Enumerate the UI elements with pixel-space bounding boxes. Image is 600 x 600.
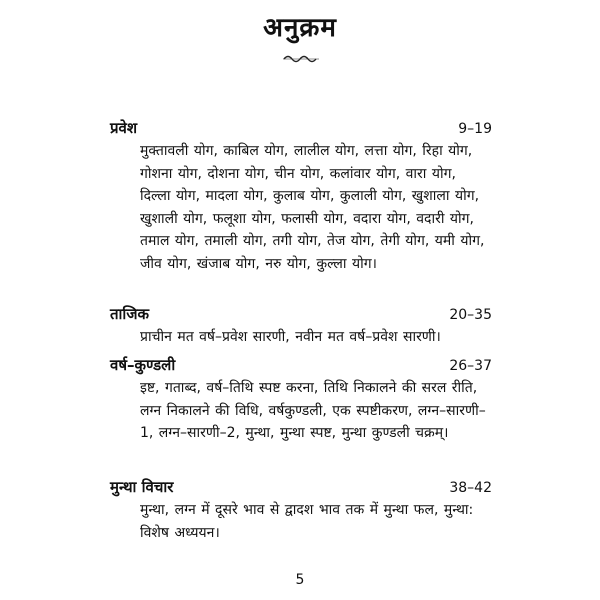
- page-number: 5: [295, 572, 305, 588]
- toc-section-body: इष्ट, गताब्द, वर्ष–तिथि स्पष्ट करना, तिथि निकालने की सरल रीति, लग्न निकालने की विधि, वर्षकुण्डली, एक स्पष्टीकरण, लग्न–सारणी–1, लग्न–सारणी–2, मुन्था, मुन्था स्पष्ट, मुन्था कुण्डली चक्रम्।: [140, 380, 486, 442]
- toc-section-header: [110, 304, 490, 326]
- toc-section-header: [110, 118, 490, 140]
- toc-section-muntha-vichar: [110, 477, 490, 544]
- toc-section-pages: 9–19: [458, 121, 492, 137]
- toc-section-title: प्रवेश: [110, 119, 138, 137]
- toc-section-title: मुन्था विचार: [110, 478, 174, 496]
- toc-section-pages: 38–42: [449, 480, 492, 496]
- toc-section-body: मुन्था, लग्न में दूसरे भाव से द्वादश भाव तक में मुन्था फल, मुन्था: विशेष अध्ययन।: [140, 502, 474, 541]
- toc-section-title: ताजिक: [110, 305, 149, 323]
- title-ornament: [282, 50, 320, 64]
- toc-section-tajik: [110, 304, 490, 349]
- toc-section-body: मुक्तावली योग, काबिल योग, लालील योग, लत्ता योग, रिहा योग, गोशना योग, दोशना योग, चीन योग, कलांवार योग, वारा योग, दिल्ला योग, मादला योग, कुलाब योग, कुलाली योग, खुशाला योग, खुशाली योग, फलूशा योग, फलासी योग, वदारा योग, वदारी योग, तमाल योग, तमाली योग, तगी योग, तेज योग, तेगी योग, यमी योग, जीव योग, खंजाब योग, नरु योग, कुल्ला योग।: [140, 143, 485, 272]
- page-title: अनुक्रम: [263, 13, 337, 43]
- toc-section-body: प्राचीन मत वर्ष–प्रवेश सारणी, नवीन मत वर्ष–प्रवेश सारणी।: [140, 329, 441, 345]
- toc-section-header: [110, 477, 490, 499]
- toc-section-pages: 26–37: [449, 358, 492, 374]
- toc-section-header: [110, 355, 490, 377]
- toc-section-pages: 20–35: [449, 307, 492, 323]
- toc-section-varsh-kundali: [110, 355, 490, 445]
- toc-section-pravesh: [110, 118, 490, 276]
- toc-section-title: वर्ष–कुण्डली: [110, 356, 176, 374]
